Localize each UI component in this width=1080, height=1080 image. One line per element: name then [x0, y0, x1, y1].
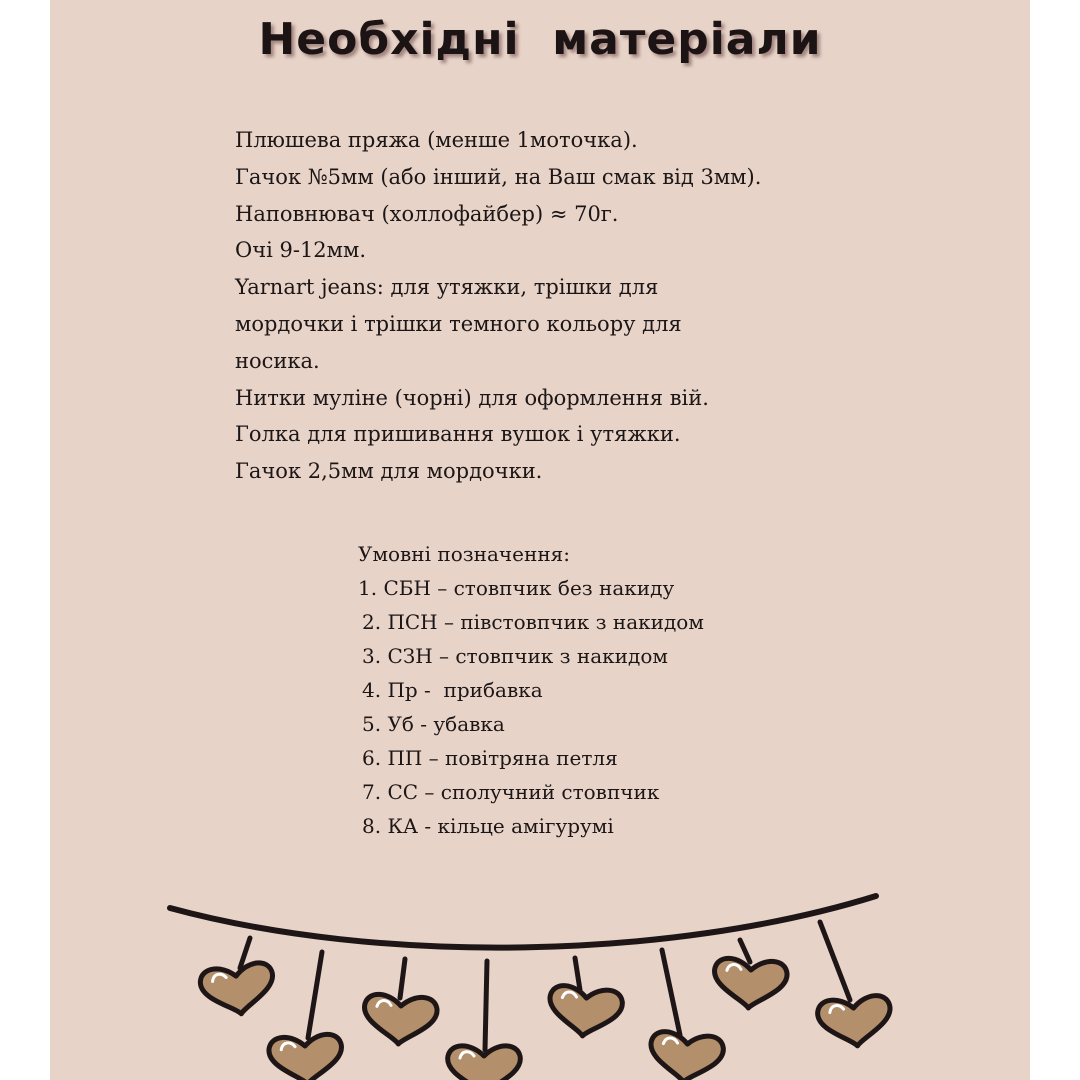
legend-item: 3. СЗН – стовпчик з накидом: [362, 644, 668, 668]
legend-heading: Умовні позначення:: [358, 542, 571, 566]
materials-line: Голка для пришивання вушок і утяжки.: [235, 422, 681, 447]
page-title: Необхідні матеріали: [258, 14, 822, 65]
heart-icon: [647, 1030, 724, 1080]
legend-item: 8. КА - кільце амігурумі: [362, 814, 614, 838]
legend-item: 4. Пр - прибавка: [362, 678, 543, 702]
legend-item: 5. Уб - убавка: [362, 712, 505, 736]
materials-line: мордочки і трішки темного кольору для: [235, 311, 682, 336]
legend-item: 1. СБН – стовпчик без накиду: [358, 576, 675, 600]
heart-garland-illustration: [50, 860, 1030, 1080]
legend-item: 6. ПП – повітряна петля: [362, 746, 618, 770]
heart-icon: [268, 1033, 344, 1080]
heart-icon: [199, 961, 278, 1019]
heart-icon: [712, 957, 788, 1010]
materials-line: Гачок №5мм (або інший, на Ваш смак від 3мм).: [235, 164, 762, 189]
legend-item: 7. СС – сполучний стовпчик: [362, 780, 660, 804]
materials-list: [235, 122, 761, 490]
materials-line: Гачок 2,5мм для мордочки.: [235, 459, 543, 484]
materials-line: Нитки муліне (чорні) для оформлення вій.: [235, 385, 709, 410]
heart-icon: [362, 993, 438, 1046]
heart-icon: [816, 994, 893, 1049]
materials-line: Очі 9-12мм.: [235, 238, 367, 263]
garland-string: [170, 896, 876, 948]
legend-item: 2. ПСН – півстовпчик з накидом: [362, 610, 704, 634]
page-card: [50, 0, 1030, 1080]
abbreviations-legend: [358, 537, 704, 843]
materials-line: Плюшева пряжа (менше 1моточка).: [235, 128, 638, 152]
materials-line: носика.: [235, 348, 320, 373]
heart-icon: [546, 984, 623, 1039]
materials-line: Наповнювач (холлофайбер) ≈ 70г.: [235, 201, 619, 226]
materials-line: Yarnart jeans: для утяжки, трішки для: [235, 275, 659, 300]
